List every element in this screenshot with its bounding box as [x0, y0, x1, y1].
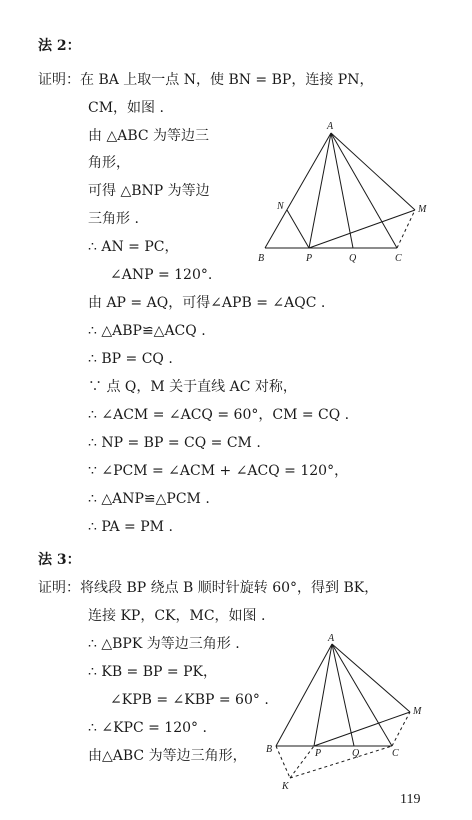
- segment-np: [287, 210, 309, 248]
- method2-line-10: ∴ △ABP≌△ACQ .: [88, 323, 206, 339]
- segment-ac: [331, 133, 397, 248]
- method3-line-3: ∴ △BPK 为等边三角形 .: [88, 636, 240, 652]
- segment-ac: [332, 644, 392, 746]
- method2-line-11: ∴ BP = CQ .: [88, 351, 173, 367]
- label-a: A: [327, 121, 334, 132]
- label-p: P: [315, 748, 322, 759]
- segment-ap: [314, 644, 332, 746]
- method2-line-13: ∴ ∠ACM = ∠ACQ = 60°，CM = CQ .: [88, 407, 350, 423]
- label-q: Q: [352, 748, 360, 759]
- method3-heading: 法 3：: [38, 552, 81, 568]
- method2-line-17: ∴ PA = PM .: [88, 519, 173, 535]
- segment-kc: [290, 746, 392, 778]
- segment-ap: [309, 133, 331, 248]
- segment-aq: [332, 644, 354, 746]
- label-a: A: [328, 633, 335, 644]
- label-b: B: [266, 744, 273, 755]
- segment-ab: [276, 644, 332, 746]
- segment-pm: [309, 210, 415, 248]
- figure-triangle-method3: [262, 632, 432, 792]
- label-c: C: [392, 748, 399, 759]
- method2-line-6: 三角形 .: [88, 211, 139, 227]
- method2-heading: 法 2：: [38, 38, 81, 54]
- method3-line-6: ∴ ∠KPC = 120° .: [88, 720, 207, 736]
- method2-line-2: CM，如图 .: [88, 100, 164, 116]
- segment-ab: [265, 133, 331, 248]
- method2-line-3: 由 △ABC 为等边三: [88, 128, 210, 144]
- method2-line-15: ∵ ∠PCM = ∠ACM + ∠ACQ = 120°，: [88, 463, 349, 479]
- label-q: Q: [349, 253, 357, 264]
- label-m: M: [418, 204, 427, 215]
- method2-line-14: ∴ NP = BP = CQ = CM .: [88, 435, 261, 451]
- method3-line-7: 由△ABC 为等边三角形，: [88, 748, 247, 764]
- method2-line-12: ∵ 点 Q，M 关于直线 AC 对称，: [88, 379, 297, 395]
- method2-line-5: 可得 △BNP 为等边: [88, 183, 210, 199]
- figure-triangle-method2: [255, 118, 440, 268]
- segment-bk: [276, 746, 290, 778]
- method2-line-7: ∴ AN = PC，: [88, 239, 179, 255]
- method3-line-5: ∠KPB = ∠KBP = 60° .: [110, 692, 269, 708]
- segment-kp: [290, 746, 314, 778]
- method2-line-1: 证明：在 BA 上取一点 N，使 BN = BP，连接 PN，: [38, 72, 374, 88]
- method2-line-8: ∠ANP = 120°.: [110, 267, 213, 283]
- method2-line-9: 由 AP = AQ，可得∠APB = ∠AQC .: [88, 295, 326, 311]
- label-p: P: [306, 253, 313, 264]
- label-n: N: [277, 201, 284, 212]
- segment-am: [332, 644, 410, 712]
- label-b: B: [258, 253, 265, 264]
- method3-line-4: ∴ KB = BP = PK，: [88, 664, 217, 680]
- method2-line-4: 角形，: [88, 155, 130, 171]
- page-number: 119: [400, 792, 421, 807]
- label-m: M: [413, 706, 422, 717]
- method2-line-16: ∴ △ANP≌△PCM .: [88, 491, 210, 507]
- segment-pm: [314, 712, 410, 746]
- method3-line-2: 连接 KP，CK，MC，如图 .: [88, 608, 266, 624]
- method3-line-1: 证明：将线段 BP 绕点 B 顺时针旋转 60°，得到 BK，: [38, 580, 379, 596]
- label-c: C: [395, 253, 402, 264]
- label-k: K: [282, 781, 289, 792]
